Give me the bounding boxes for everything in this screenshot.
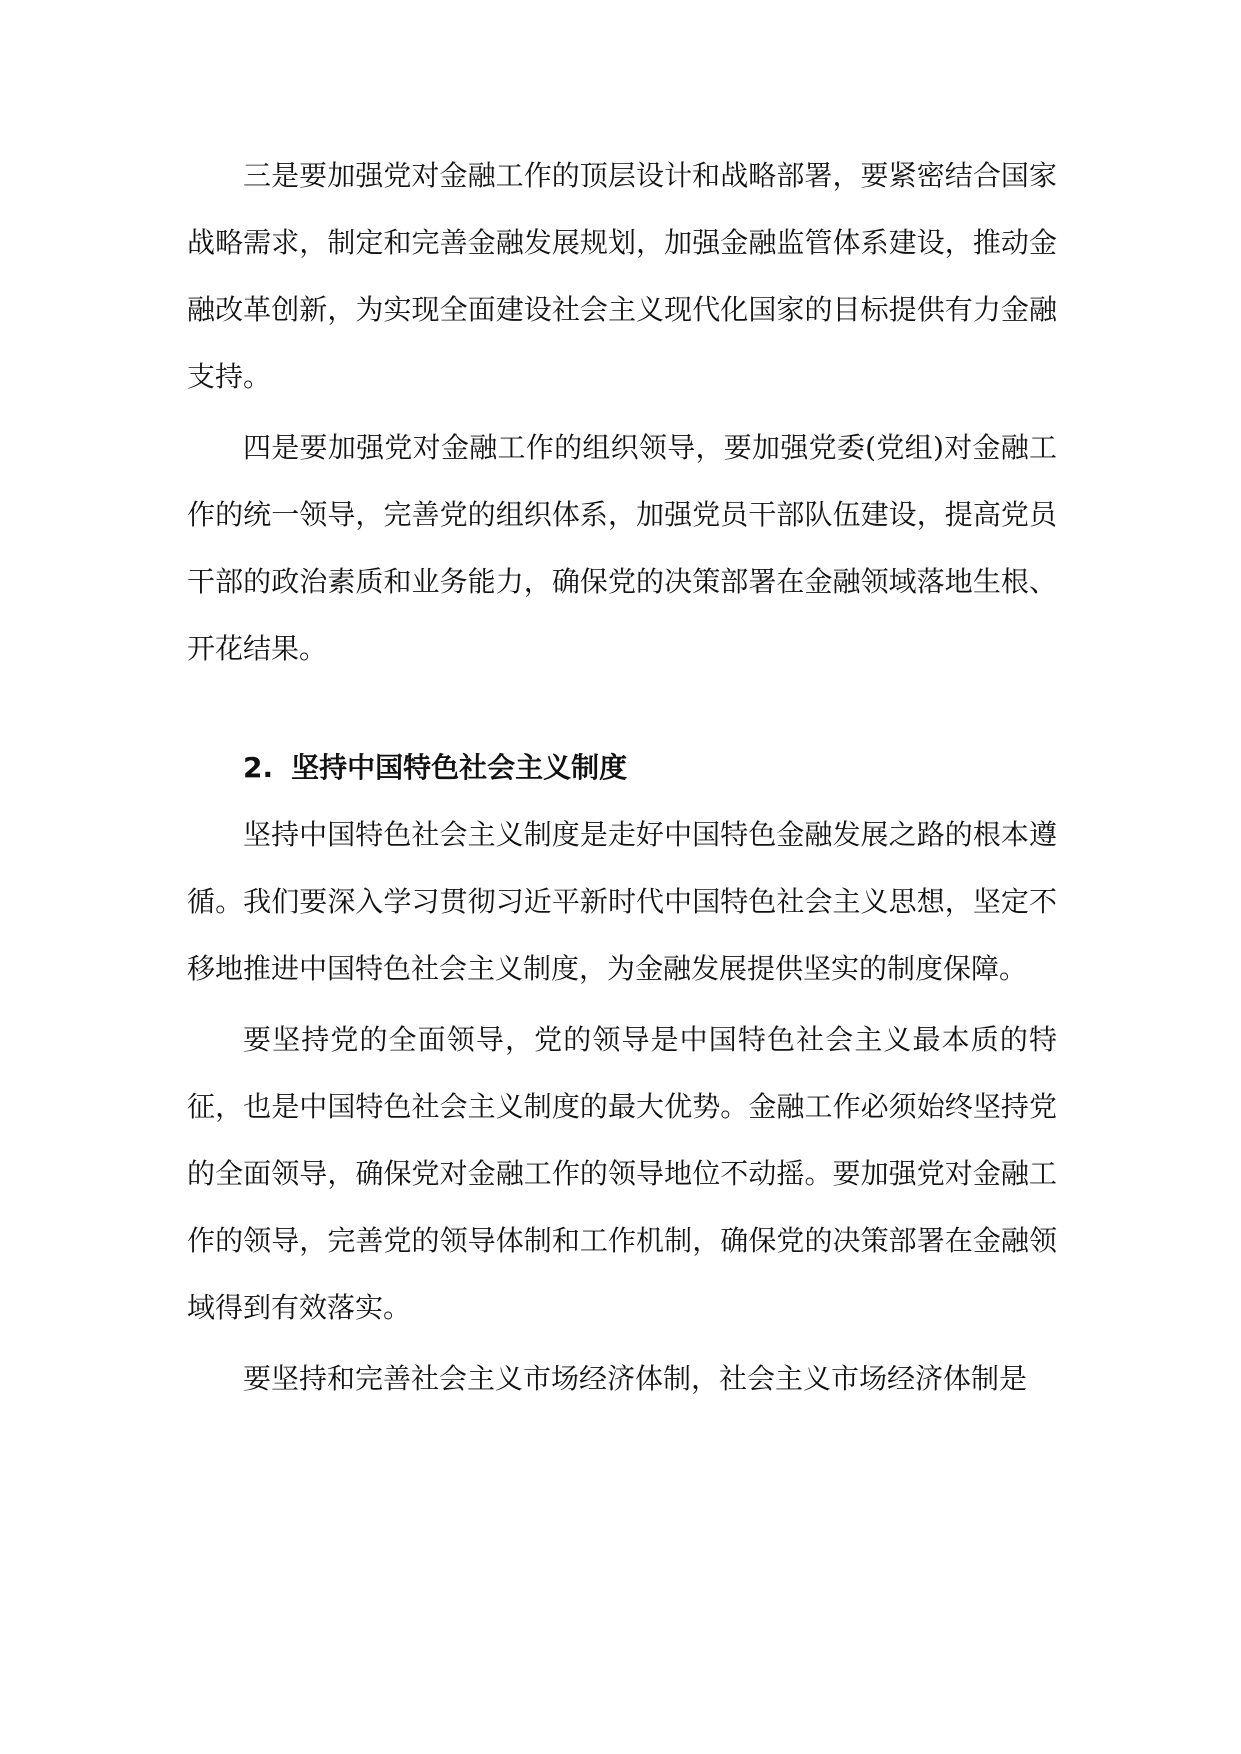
paragraph-fundamental-principle: 坚持中国特色社会主义制度是走好中国特色金融发展之路的根本遵循。我们要深入学习贯彻习近平新时代中国特色社会主义思想，坚定不移地推进中国特色社会主义制度，为金融发展提供坚实的制度保障。 — [187, 818, 1057, 985]
document-page — [187, 142, 1057, 1412]
paragraph-party-leadership: 要坚持党的全面领导，党的领导是中国特色社会主义最本质的特征，也是中国特色社会主义制度的最大优势。金融工作必须始终坚持党的全面领导，确保党对金融工作的领导地位不动摇。要加强党对金融工作的领导，完善党的领导体制和工作机制，确保党的决策部署在金融领域得到有效落实。 — [187, 1023, 1057, 1324]
section-title: 坚持中国特色社会主义制度 — [291, 751, 628, 784]
paragraph-top-level-design: 三是要加强党对金融工作的顶层设计和战略部署，要紧密结合国家战略需求，制定和完善金融发展规划，加强金融监管体系建设，推动金融改革创新，为实现全面建设社会主义现代化国家的目标提供有力金融支持。 — [187, 159, 1057, 393]
section-heading — [187, 734, 1057, 801]
paragraph-market-economy: 要坚持和完善社会主义市场经济体制，社会主义市场经济体制是 — [243, 1362, 1028, 1395]
paragraph-organizational-leadership: 四是要加强党对金融工作的组织领导，要加强党委(党组)对金融工作的统一领导，完善党的组织体系，加强党员干部队伍建设，提高党员干部的政治素质和业务能力，确保党的决策部署在金融领域落地生根、开花结果。 — [187, 431, 1057, 665]
section-number: 2. — [243, 751, 274, 784]
